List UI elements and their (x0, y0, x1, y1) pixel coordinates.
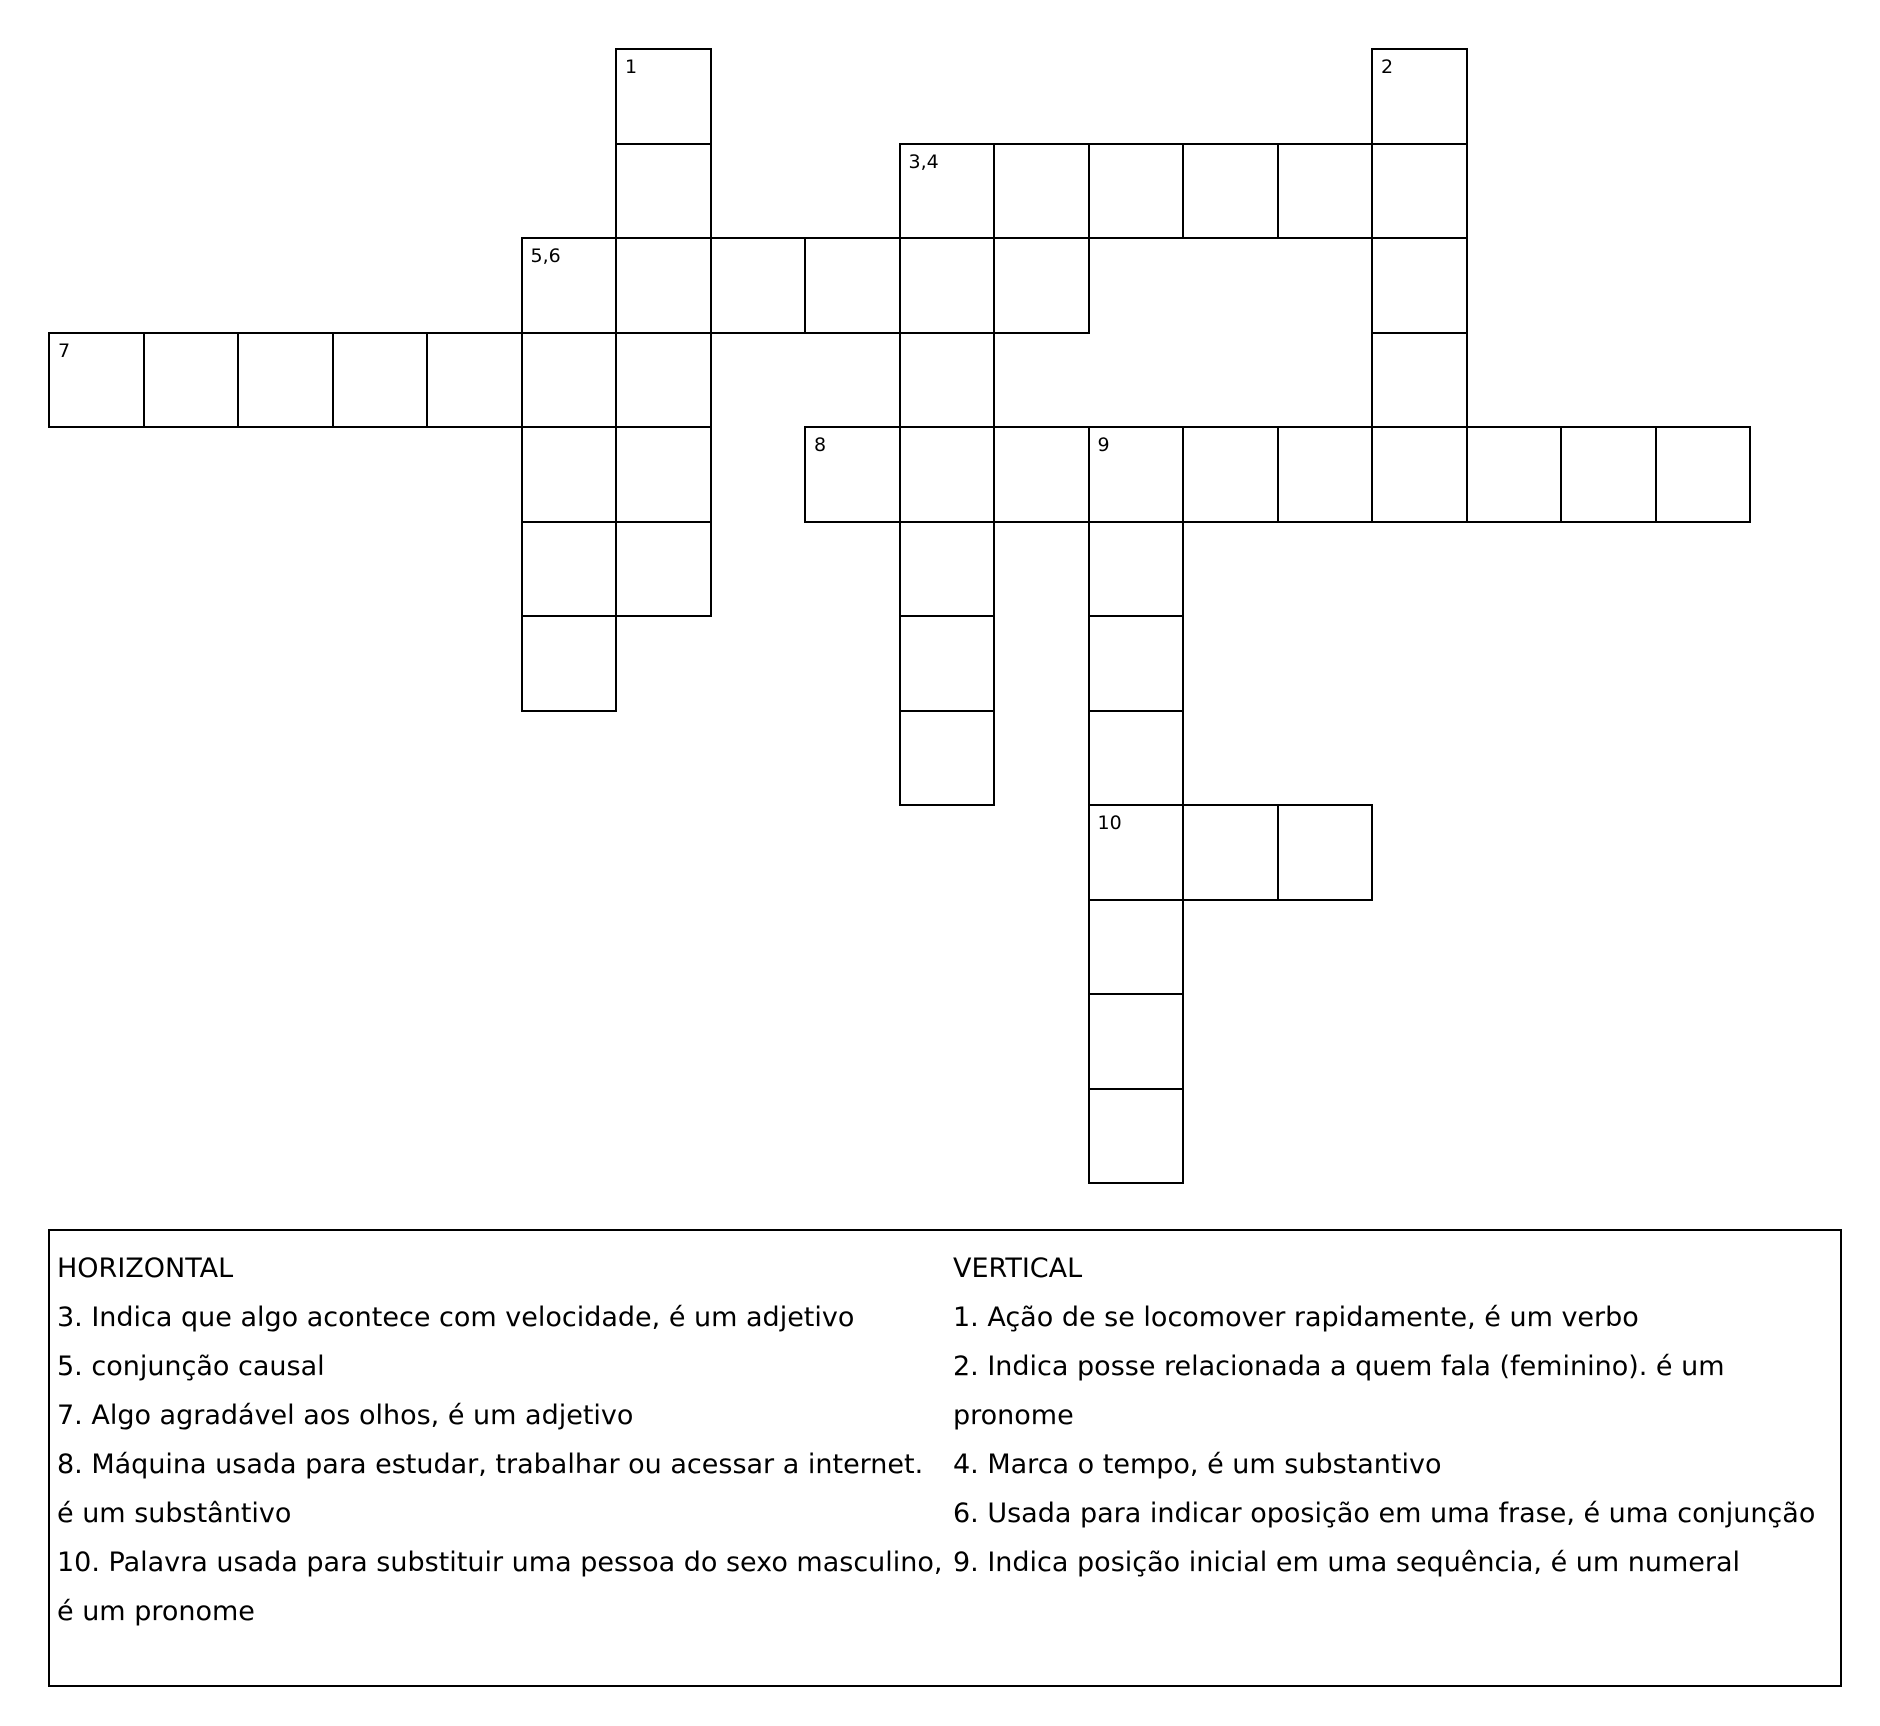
grid-cell[interactable] (710, 237, 807, 334)
grid-cell[interactable] (521, 521, 618, 618)
grid-cell[interactable] (1277, 426, 1374, 523)
grid-cell[interactable] (899, 521, 996, 618)
grid-cell[interactable] (1088, 804, 1185, 901)
clue-line: 9. Indica posição inicial em uma sequência, é um numeral (953, 1547, 1741, 1578)
grid-cell[interactable] (899, 143, 996, 240)
clue-line: 5. conjunção causal (57, 1351, 325, 1382)
clue-line: 10. Palavra usada para substituir uma pessoa do sexo masculino, (57, 1547, 943, 1578)
grid-cell[interactable] (1088, 426, 1185, 523)
clue-number: 8 (814, 434, 827, 456)
grid-cell[interactable] (993, 143, 1090, 240)
grid-cell[interactable] (1088, 899, 1185, 996)
grid-cell[interactable] (899, 332, 996, 429)
clue-line: 6. Usada para indicar oposição em uma frase, é uma conjunção (953, 1498, 1816, 1529)
grid-cell[interactable] (48, 332, 145, 429)
clue-number: 10 (1097, 812, 1122, 834)
grid-cell[interactable] (899, 615, 996, 712)
clues-panel (48, 1229, 1842, 1687)
horizontal-clues (57, 1244, 957, 1636)
grid-cell[interactable] (1371, 143, 1468, 240)
grid-cell[interactable] (899, 426, 996, 523)
grid-cell[interactable] (1088, 1088, 1185, 1185)
grid-cell[interactable] (426, 332, 523, 429)
grid-cell[interactable] (521, 237, 618, 334)
clue-number: 3,4 (908, 150, 939, 173)
vertical-heading: VERTICAL (953, 1253, 1083, 1284)
grid-cell[interactable] (1371, 237, 1468, 334)
grid-cell[interactable] (1371, 332, 1468, 429)
grid-cell[interactable] (615, 237, 712, 334)
clue-number: 5,6 (530, 245, 561, 267)
grid-cell[interactable] (899, 237, 996, 334)
grid-cell[interactable] (615, 426, 712, 523)
grid-cell[interactable] (993, 237, 1090, 334)
grid-cell[interactable] (1560, 426, 1657, 523)
clue-line: 4. Marca o tempo, é um substantivo (953, 1449, 1442, 1480)
grid-cell[interactable] (1088, 521, 1185, 618)
grid-cell[interactable] (993, 426, 1090, 523)
grid-cell[interactable] (237, 332, 334, 429)
grid-cell[interactable] (1182, 804, 1279, 901)
clue-number: 9 (1097, 434, 1110, 456)
grid-cell[interactable] (1655, 426, 1752, 523)
grid-cell[interactable] (1277, 143, 1374, 240)
grid-cell[interactable] (521, 615, 618, 712)
grid-cell[interactable] (804, 426, 901, 523)
grid-cell[interactable] (521, 332, 618, 429)
grid-cell[interactable] (899, 710, 996, 807)
horizontal-heading: HORIZONTAL (57, 1253, 234, 1284)
clue-number: 7 (58, 339, 71, 362)
grid-cell[interactable] (1466, 426, 1563, 523)
grid-cell[interactable] (332, 332, 429, 429)
grid-cell[interactable] (615, 48, 712, 145)
grid-cell[interactable] (1277, 804, 1374, 901)
grid-cell[interactable] (521, 426, 618, 523)
grid-cell[interactable] (1182, 143, 1279, 240)
vertical-clues (953, 1244, 1838, 1587)
grid-cell[interactable] (1371, 48, 1468, 145)
clue-number: 1 (625, 56, 638, 78)
grid-cell[interactable] (1088, 143, 1185, 240)
grid-cell[interactable] (143, 332, 240, 429)
clue-line: pronome (953, 1400, 1074, 1431)
clue-number: 2 (1381, 56, 1394, 78)
clue-line: 1. Ação de se locomover rapidamente, é um verbo (953, 1302, 1639, 1333)
grid-cell[interactable] (804, 237, 901, 334)
grid-cell[interactable] (1371, 426, 1468, 523)
grid-cell[interactable] (1088, 615, 1185, 712)
grid-cell[interactable] (1088, 993, 1185, 1090)
clue-line: é um pronome (57, 1596, 255, 1627)
clue-line: é um substântivo (57, 1498, 292, 1529)
clue-line: 2. Indica posse relacionada a quem fala (feminino). é um (953, 1351, 1725, 1382)
grid-cell[interactable] (1182, 426, 1279, 523)
grid-cell[interactable] (615, 332, 712, 429)
grid-cell[interactable] (615, 521, 712, 618)
clue-line: 7. Algo agradável aos olhos, é um adjetivo (57, 1400, 634, 1431)
clue-line: 8. Máquina usada para estudar, trabalhar ou acessar a internet. (57, 1449, 924, 1480)
grid-cell[interactable] (615, 143, 712, 240)
clue-line: 3. Indica que algo acontece com velocidade, é um adjetivo (57, 1302, 855, 1333)
grid-cell[interactable] (1088, 710, 1185, 807)
